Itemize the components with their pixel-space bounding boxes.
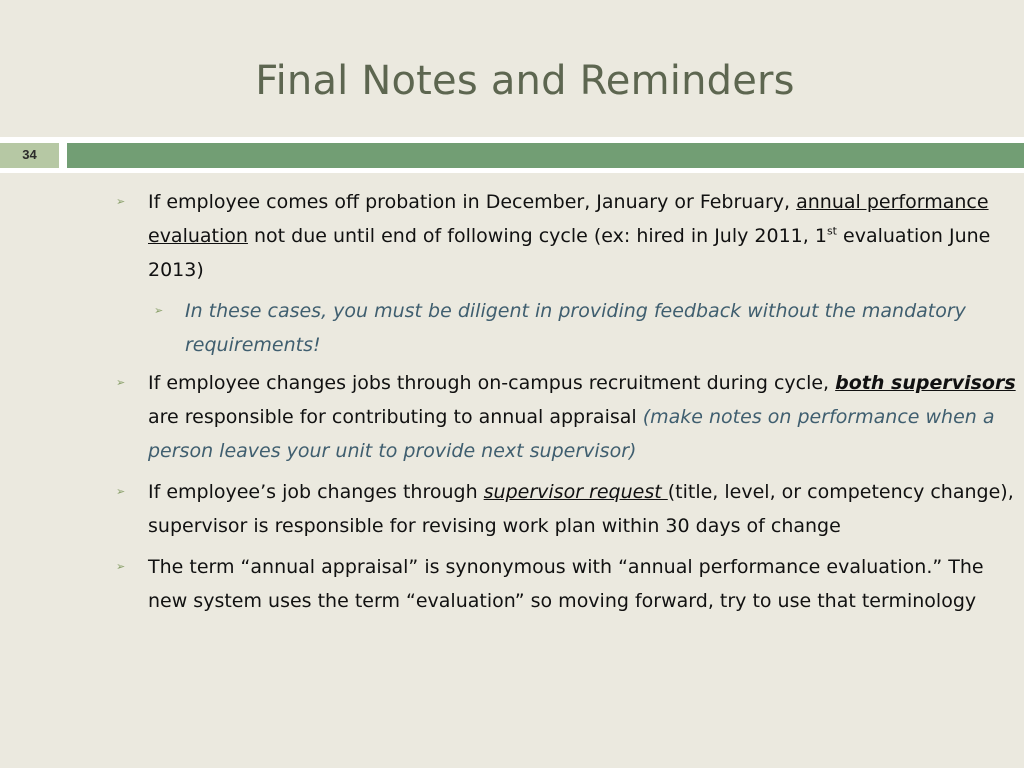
sub-bullet-text: In these cases, you must be diligent in providing feedback without the mandatory requirements! bbox=[185, 300, 966, 356]
bullet-underlined-text: annual performance evaluation bbox=[148, 191, 989, 247]
chevron-right-icon: ➢ bbox=[116, 195, 126, 208]
bullet-item bbox=[108, 366, 1018, 468]
chevron-right-icon: ➢ bbox=[116, 376, 126, 389]
bullet-emphasis: supervisor request bbox=[483, 481, 668, 503]
bullet-note: (make notes on performance when a person leaves your unit to provide next supervisor) bbox=[148, 406, 995, 462]
slide-title: Final Notes and Reminders bbox=[255, 58, 795, 104]
bullet-text: The term “annual appraisal” is synonymous with “annual performance evaluation.” The new system uses the term “evaluation” so moving forward, try to use that terminology bbox=[148, 556, 984, 612]
bullet-item bbox=[108, 185, 1018, 287]
chevron-right-icon: ➢ bbox=[116, 560, 126, 573]
sub-bullet-item bbox=[108, 294, 1018, 362]
superscript: st bbox=[826, 224, 837, 238]
bullet-text: not due until end of following cycle (ex: hired in July 2011, 1 bbox=[247, 225, 827, 247]
bullet-text: If employee’s job changes through bbox=[148, 481, 484, 503]
slide-number: 34 bbox=[0, 143, 59, 168]
bullet-text: If employee comes off probation in December, January or February, bbox=[148, 191, 797, 213]
bullet-text: (title, level, or competency change), supervisor is responsible for revising work plan within 30 days of change bbox=[148, 481, 1014, 537]
bullet-emphasis: both supervisors bbox=[835, 372, 1016, 394]
chevron-right-icon: ➢ bbox=[116, 485, 126, 498]
slide-content bbox=[108, 185, 1018, 625]
bullet-text: are responsible for contributing to annual appraisal bbox=[148, 406, 643, 428]
bullet-text: evaluation June 2013) bbox=[148, 225, 991, 281]
chevron-right-icon: ➢ bbox=[154, 304, 164, 317]
bullet-item bbox=[108, 550, 1018, 618]
accent-bar bbox=[67, 143, 1024, 168]
bullet-text: If employee changes jobs through on-campus recruitment during cycle, bbox=[148, 372, 836, 394]
bullet-item bbox=[108, 475, 1018, 543]
